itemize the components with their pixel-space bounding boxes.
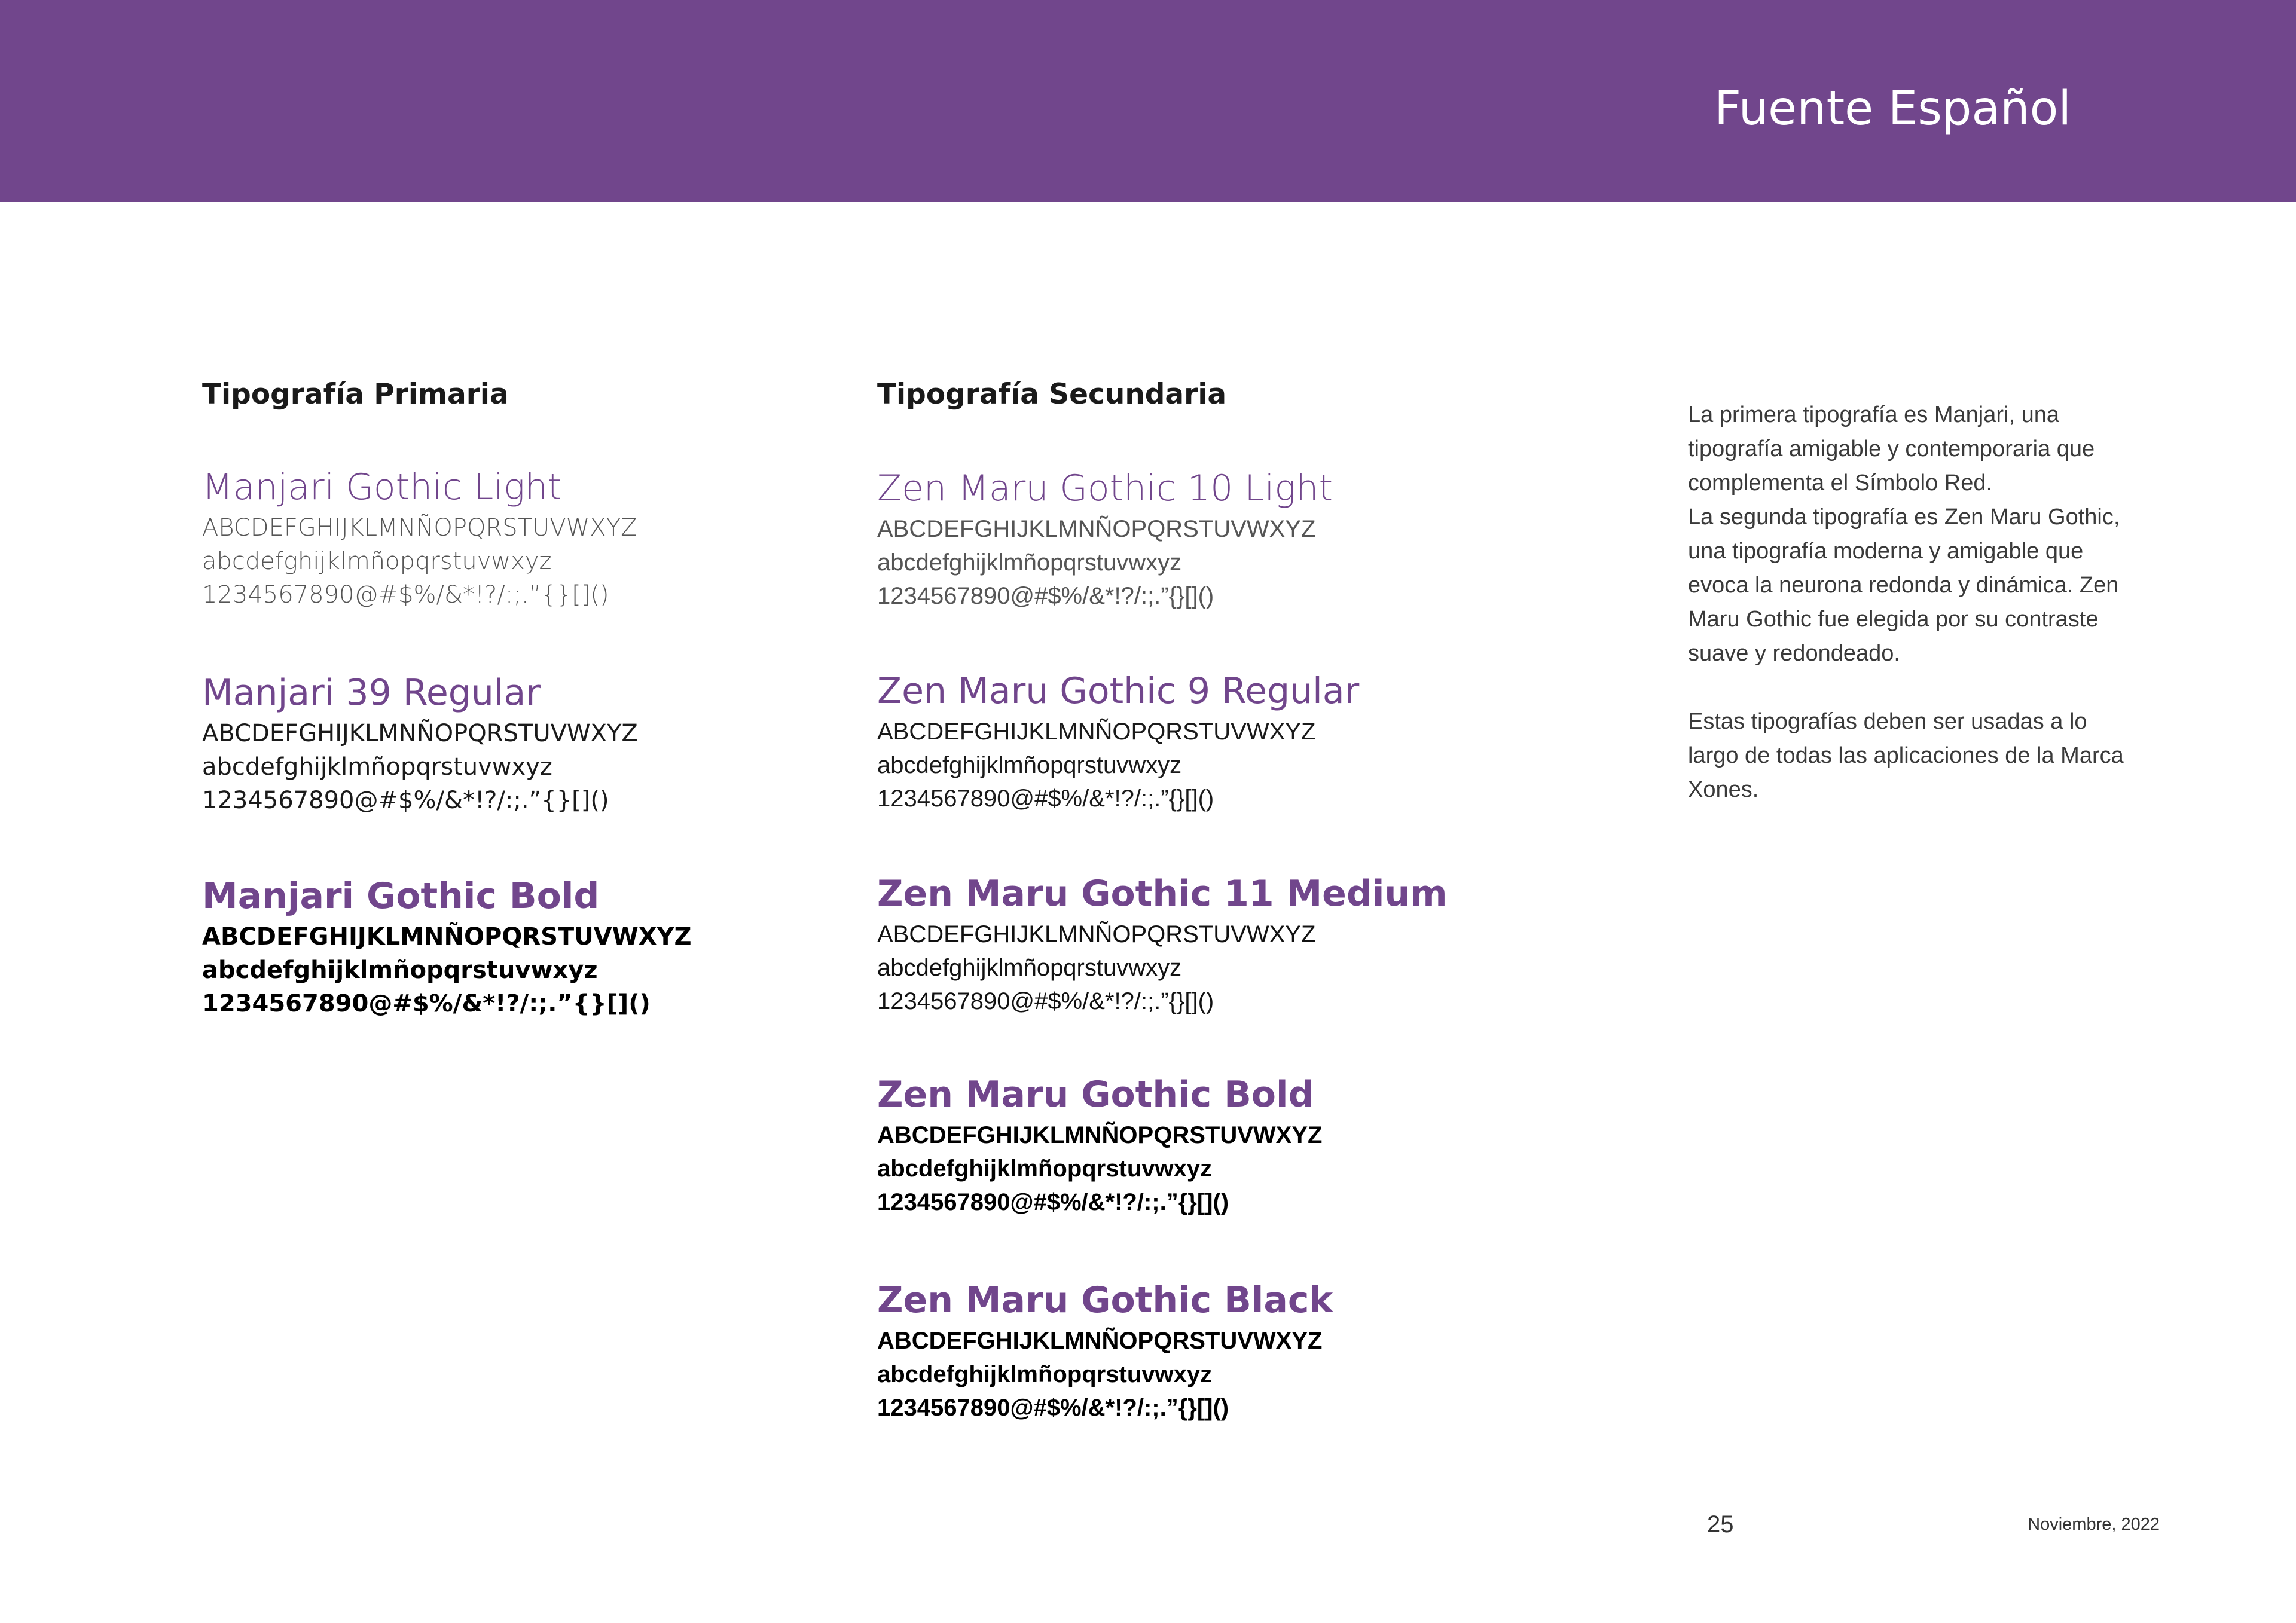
description-line: largo de todas las aplicaciones de la Marca [1688,743,2124,768]
font-specimen-zen-bold [877,1071,1322,1219]
uppercase-sample: ABCDEFGHIJKLMNÑOPQRSTUVWXYZ [877,1328,1323,1354]
font-specimen-manjari-regular [202,669,638,817]
font-name: Manjari 39 Regular [202,672,541,714]
lowercase-sample: abcdefghijklmñopqrstuvwxyz [877,549,1182,576]
page-number: 25 [1707,1511,1734,1538]
font-specimen-zen-medium [877,870,1448,1018]
uppercase-sample: ABCDEFGHIJKLMNÑOPQRSTUVWXYZ [877,921,1316,947]
description-line: Maru Gothic fue elegida por su contraste [1688,607,2099,632]
description-line: suave y redondeado. [1688,641,1900,666]
primary-typography-column [202,377,836,1017]
font-name: Zen Maru Gothic Black [877,1279,1333,1321]
description-line: Estas tipografías deben ser usadas a lo [1688,709,2087,734]
font-name: Zen Maru Gothic 11 Medium [877,873,1448,915]
numbers-sample: 1234567890@#$%/&*!?/:;.”{}[]() [877,988,1214,1014]
page-title: Fuente Español [1714,82,2071,136]
uppercase-sample: ABCDEFGHIJKLMNÑOPQRSTUVWXYZ [202,923,692,950]
description-line: La primera tipografía es Manjari, una [1688,402,2059,427]
font-specimen-manjari-bold [202,872,692,1020]
numbers-sample: 1234567890@#$%/&*!?/:;.”{}[]() [202,787,609,814]
paragraph-spacer [1688,671,2178,705]
font-specimen-zen-black [877,1276,1333,1425]
font-name: Manjari Gothic Bold [202,875,600,917]
lowercase-sample: abcdefghijklmñopqrstuvwxyz [877,1156,1213,1182]
uppercase-sample: ABCDEFGHIJKLMNÑOPQRSTUVWXYZ [202,514,637,542]
uppercase-sample: ABCDEFGHIJKLMNÑOPQRSTUVWXYZ [202,720,638,747]
lowercase-sample: abcdefghijklmñopqrstuvwxyz [877,955,1182,981]
description-line: una tipografía moderna y amigable que [1688,539,2084,564]
numbers-sample: 1234567890@#$%/&*!?/:;.”{}[]() [202,581,609,609]
font-name: Zen Maru Gothic 9 Regular [877,670,1360,712]
secondary-heading: Tipografía Secundaria [877,378,1227,411]
lowercase-sample: abcdefghijklmñopqrstuvwxyz [202,956,598,984]
font-name: Zen Maru Gothic 10 Light [877,467,1333,509]
numbers-sample: 1234567890@#$%/&*!?/:;.”{}[]() [202,990,651,1017]
font-specimen-manjari-light [202,463,637,612]
uppercase-sample: ABCDEFGHIJKLMNÑOPQRSTUVWXYZ [877,516,1316,542]
description-line: complementa el Símbolo Red. [1688,470,1993,496]
lowercase-sample: abcdefghijklmñopqrstuvwxyz [877,752,1182,778]
uppercase-sample: ABCDEFGHIJKLMNÑOPQRSTUVWXYZ [877,719,1316,745]
numbers-sample: 1234567890@#$%/&*!?/:;.”{}[]() [877,1189,1229,1215]
font-name: Zen Maru Gothic Bold [877,1074,1314,1115]
primary-heading: Tipografía Primaria [202,378,509,411]
uppercase-sample: ABCDEFGHIJKLMNÑOPQRSTUVWXYZ [877,1122,1323,1148]
numbers-sample: 1234567890@#$%/&*!?/:;.”{}[]() [877,1395,1229,1421]
typography-description [1688,398,2178,807]
header-bar [0,0,2296,202]
page-date: Noviembre, 2022 [2028,1515,2160,1534]
numbers-sample: 1234567890@#$%/&*!?/:;.”{}[]() [877,785,1214,812]
lowercase-sample: abcdefghijklmñopqrstuvwxyz [202,548,552,575]
description-line: tipografía amigable y contemporaria que [1688,436,2095,461]
font-name: Manjari Gothic Light [202,466,562,508]
lowercase-sample: abcdefghijklmñopqrstuvwxyz [202,753,552,781]
lowercase-sample: abcdefghijklmñopqrstuvwxyz [877,1361,1213,1387]
font-specimen-zen-regular [877,667,1359,815]
description-line: evoca la neurona redonda y dinámica. Zen [1688,573,2119,598]
font-specimen-zen-light [877,464,1333,613]
description-line: La segunda tipografía es Zen Maru Gothic, [1688,505,2120,530]
secondary-typography-column [877,377,1535,1421]
numbers-sample: 1234567890@#$%/&*!?/:;.”{}[]() [877,583,1214,609]
description-line: Xones. [1688,777,1759,802]
